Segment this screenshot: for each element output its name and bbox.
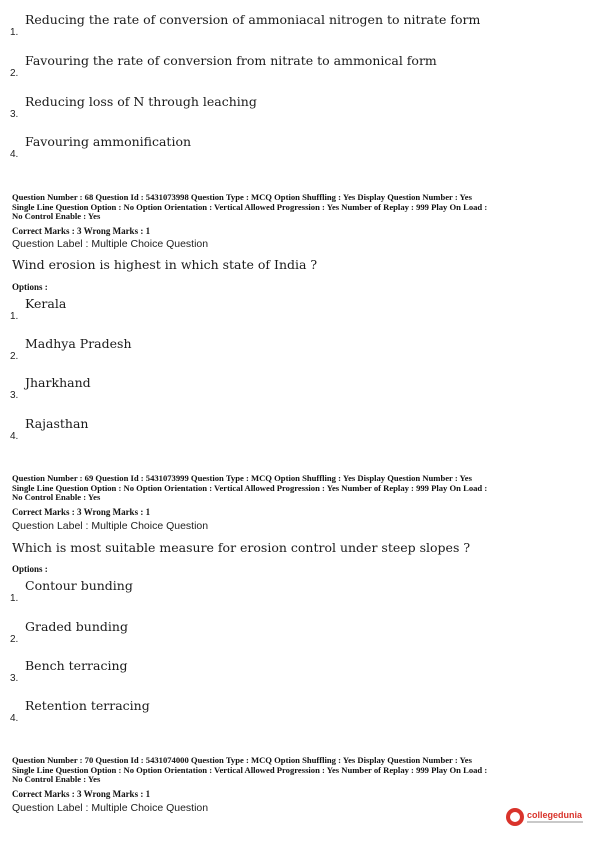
metadata-line: Question Number : 68 Question Id : 5431073998 Question Type : MCQ Option Shuffling : Yes Display Question Number : Yes [12, 192, 472, 202]
metadata-line: No Control Enable : Yes [12, 211, 101, 222]
option-number: 1. [10, 27, 19, 38]
option-number: 1. [10, 311, 19, 322]
option-number: 2. [10, 68, 19, 79]
q69-metadata [12, 474, 584, 503]
option-number: 3. [10, 390, 19, 401]
collegedunia-logo-icon [506, 808, 524, 826]
metadata-line: Single Line Question Option : No Option Orientation : Vertical Allowed Progression : Yes Number of Replay : 999 Play On Load : [12, 482, 488, 493]
metadata-line: No Control Enable : Yes [12, 774, 101, 785]
option-text: Jharkhand [25, 375, 91, 390]
q70-metadata [12, 756, 584, 785]
option-number: 2. [10, 634, 19, 645]
q68-metadata [12, 193, 584, 222]
collegedunia-logo [506, 806, 586, 832]
option-text: Contour bunding [25, 578, 133, 593]
q68-options-heading: Options : [12, 282, 48, 292]
option-text: Madhya Pradesh [25, 336, 132, 351]
option-number: 3. [10, 109, 19, 120]
q68-marks: Correct Marks : 3 Wrong Marks : 1 [12, 226, 151, 236]
q68-question-label: Question Label : Multiple Choice Question [12, 238, 209, 250]
option-text: Bench terracing [25, 658, 128, 673]
option-text: Retention terracing [25, 698, 150, 713]
option-text: Favouring the rate of conversion from nitrate to ammonical form [25, 53, 437, 68]
q70-marks: Correct Marks : 3 Wrong Marks : 1 [12, 789, 151, 799]
option-number: 4. [10, 149, 19, 160]
option-text: Kerala [25, 296, 67, 311]
logo-tagline-bar [527, 821, 583, 823]
q69-marks: Correct Marks : 3 Wrong Marks : 1 [12, 507, 151, 517]
metadata-line: Single Line Question Option : No Option Orientation : Vertical Allowed Progression : Yes Number of Replay : 999 Play On Load : [12, 764, 488, 775]
option-number: 4. [10, 713, 19, 724]
logo-text: collegedunia [527, 810, 583, 820]
option-text: Reducing the rate of conversion of ammoniacal nitrogen to nitrate form [25, 12, 481, 27]
option-text: Reducing loss of N through leaching [25, 94, 257, 109]
metadata-line: Question Number : 70 Question Id : 5431074000 Question Type : MCQ Option Shuffling : Yes Display Question Number : Yes [12, 755, 472, 765]
option-number: 3. [10, 673, 19, 684]
option-text: Favouring ammonification [25, 134, 192, 149]
metadata-line: Question Number : 69 Question Id : 5431073999 Question Type : MCQ Option Shuffling : Yes Display Question Number : Yes [12, 473, 472, 483]
option-text: Graded bunding [25, 619, 128, 634]
option-number: 4. [10, 431, 19, 442]
q69-question-text: Which is most suitable measure for erosion control under steep slopes ? [12, 540, 471, 555]
q68-question-text: Wind erosion is highest in which state of India ? [12, 257, 318, 272]
option-number: 1. [10, 593, 19, 604]
metadata-line: Single Line Question Option : No Option Orientation : Vertical Allowed Progression : Yes Number of Replay : 999 Play On Load : [12, 201, 488, 212]
option-number: 2. [10, 351, 19, 362]
q69-question-label: Question Label : Multiple Choice Question [12, 520, 209, 532]
q69-options-heading: Options : [12, 564, 48, 574]
q70-question-label: Question Label : Multiple Choice Question [12, 802, 209, 814]
option-text: Rajasthan [25, 416, 89, 431]
metadata-line: No Control Enable : Yes [12, 492, 101, 503]
